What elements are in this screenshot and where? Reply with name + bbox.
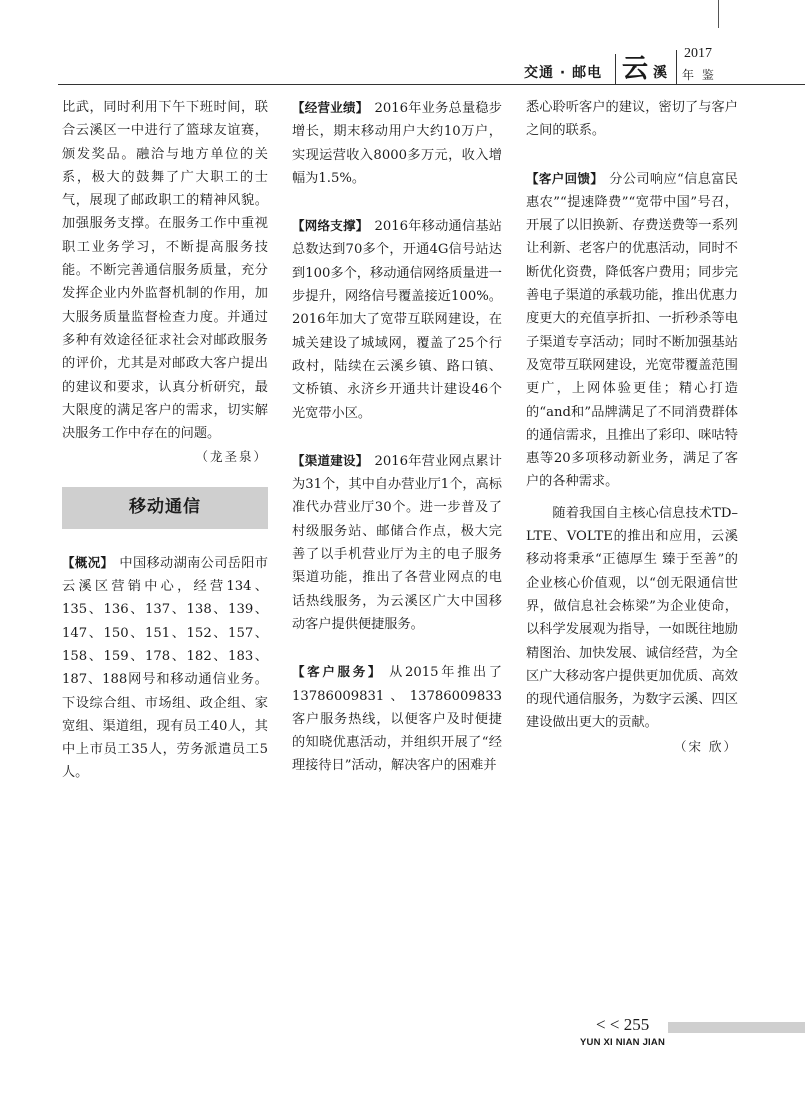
channel-paragraph bbox=[292, 449, 502, 636]
overview-paragraph bbox=[62, 551, 268, 785]
header-rule bbox=[58, 84, 805, 85]
footer-bar bbox=[668, 1022, 805, 1033]
author-credit: （龙圣泉） bbox=[195, 449, 268, 465]
header-yearbook-label: 年 鉴 bbox=[682, 68, 716, 82]
continued-text: 比武，同时利用下午下班时间，联合云溪区一中进行了篮球友谊赛，颁发奖品。融洽与地方单位的关系，极大的鼓舞了广大职工的士气，展现了邮政职工的精神风貌。加强服务支撑。在服务工作中重视职工业务学习，不断提高服务技能。不断完善通信服务质量，充分发挥企业内外监督机制的作用，加大服务质量监督检查力度。并通过多种有效途径征求社会对邮政服务的评价，尤其是对邮政大客户提出的建议和要求，认真分析研究，最大限度的满足客户的需求，切实解决服务工作中存在的问题。 bbox=[62, 100, 268, 442]
header-section-title: 交通 · 邮电 bbox=[524, 65, 603, 81]
network-paragraph bbox=[292, 214, 502, 425]
continued-service-paragraph bbox=[526, 96, 738, 143]
network-text: 2016年移动通信基站总数达到70多个，开通4G信号站达到100多个，移动通信网络质量进一步提升，网络信号覆盖接近100%。2016年加大了宽带互联网建设，在城关建设了城域网，覆盖了25个行政村，陆续在云溪乡镇、路口镇、文桥镇、永济乡开通共计建设46个光宽带小区。 bbox=[292, 219, 502, 421]
footer-subtitle: YUN XI NIAN JIAN bbox=[580, 1037, 666, 1048]
column-3 bbox=[526, 96, 738, 758]
header-book-char-xi: 溪 bbox=[653, 65, 667, 81]
channel-heading: 【渠道建设】 bbox=[292, 452, 369, 468]
service-text: 从2015年推出了13786009831、13786009833 客户服务热线，以便客户及时便捷的知晓优惠活动，并组织开展了“经理接待日”活动，解决客户的困难并 bbox=[292, 665, 502, 774]
feedback-paragraph bbox=[526, 167, 738, 494]
header-book-char-yun: 云 bbox=[622, 54, 649, 84]
section-title: 移动通信 bbox=[129, 497, 201, 518]
performance-text: 2016年业务总量稳步增长，期末移动用户大约10万户，实现运营收入8000多万元，收入增幅为1.5%。 bbox=[292, 101, 502, 186]
header-divider bbox=[615, 54, 616, 84]
header-divider-2 bbox=[676, 50, 677, 84]
header-year: 2017 bbox=[684, 46, 712, 61]
column-2 bbox=[292, 96, 502, 778]
closing-text: 随着我国自主核心信息技术TD–LTE、VOLTE的推出和应用，云溪移动将秉承“正德厚生 臻于至善”的企业核心价值观，以“创无限通信世界，做信息社会栋梁”为企业使命，以科学发展观为指导，一如既往地励精图治、加快发展、诚信经营，为全区广大移动客户提供更加优质、高效的现代通信服务，为数字云溪、四区建设做出更大的贡献。 bbox=[526, 505, 738, 731]
page-number-group bbox=[596, 1015, 649, 1035]
performance-heading: 【经营业绩】 bbox=[292, 100, 369, 115]
closing-author-credit: （宋 欣） bbox=[674, 738, 738, 754]
feedback-heading: 【客户回馈】 bbox=[526, 170, 604, 186]
section-banner bbox=[62, 487, 268, 529]
page-number: 255 bbox=[623, 1015, 650, 1034]
network-heading: 【网络支撑】 bbox=[292, 218, 369, 234]
closing-paragraph bbox=[526, 502, 738, 754]
service-heading: 【客户服务】 bbox=[292, 664, 384, 680]
header-top-line bbox=[718, 0, 719, 28]
continued-paragraph bbox=[62, 96, 268, 465]
overview-heading: 【概况】 bbox=[62, 554, 114, 570]
performance-paragraph bbox=[292, 96, 502, 190]
column-1 bbox=[62, 96, 268, 785]
feedback-text: 分公司响应“信息富民惠农”“提速降费”“宽带中国”号召，开展了以旧换新、存费送费等一系列让利新、老客户的优惠活动，同时不断优化资费，降低客户费用；同步完善电子渠道的承载功能，推出优惠力度更大的充值享折扣、一折秒杀等电子渠道专享活动；同时不断加强基站及宽带互联网建设，光宽带覆盖范围更广，上网体验更佳；精心打造的“and和”品牌满足了不同消费群体的通信需求，且推出了彩印、咪咕特惠等20多项移动新业务，满足了客户的各种需求。 bbox=[526, 171, 738, 490]
page-header bbox=[0, 0, 805, 100]
page-arrows: < < bbox=[596, 1015, 620, 1034]
continued-service-text: 悉心聆听客户的建议，密切了与客户之间的联系。 bbox=[526, 100, 738, 139]
overview-text: 中国移动湖南公司岳阳市云溪区营销中心，经营134、135、136、137、138、139、147、150、151、152、157、158、159、178、182、183、187、188网号和移动通信业务。下设综合组、市场组、政企组、家宽组、渠道组，现有员工40人，其中上市员工35人，劳务派遣员工5人。 bbox=[62, 555, 268, 781]
service-paragraph bbox=[292, 660, 502, 777]
channel-text: 2016年营业网点累计为31个，其中自办营业厅1个，高标准代办营业厅30个。进一步普及了村级服务站、邮储合作点，极大完善了以手机营业厅为主的电子服务渠道功能，推出了各营业网点的电话热线服务，为云溪区广大中国移动客户提供便捷服务。 bbox=[292, 453, 502, 632]
